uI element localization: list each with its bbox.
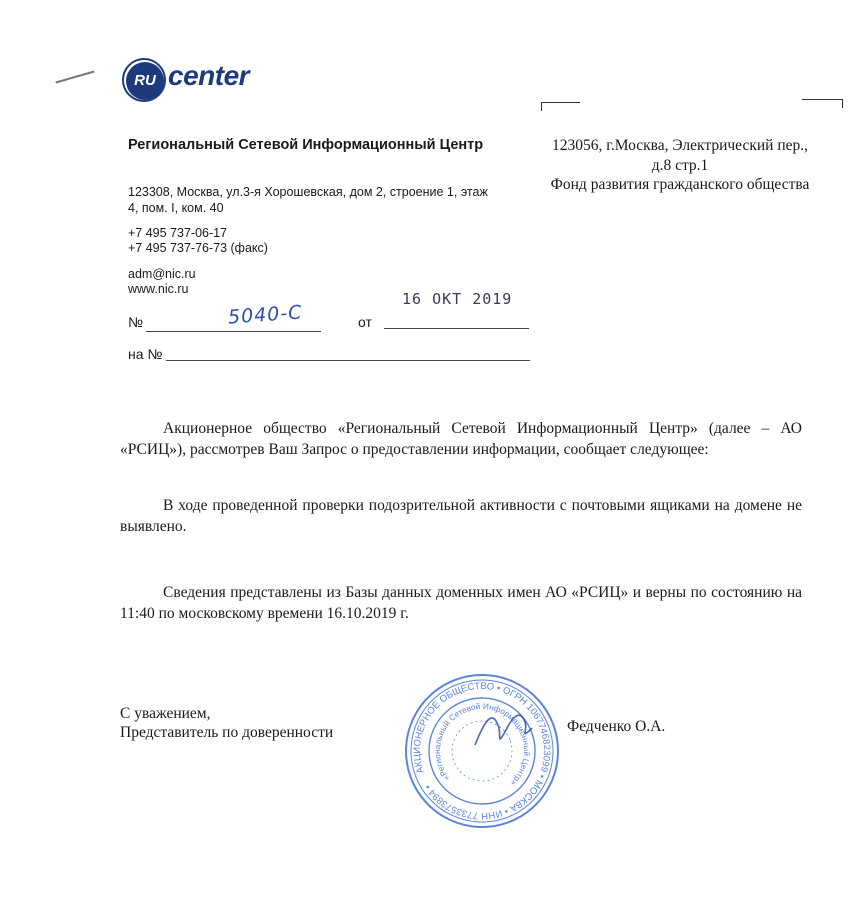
- reg-ref-line: [166, 360, 530, 361]
- seal-outer-text: АКЦИОНЕРНОЕ ОБЩЕСТВО • ОГРН 1067746823099 • МОСКВА • ИНН 7733573894 •: [411, 680, 553, 822]
- scan-mark: [55, 71, 94, 84]
- signature-title: Представитель по доверенности: [120, 724, 334, 741]
- body-paragraph-3: Сведения представлены из Базы данных доменных имен АО «РСИЦ» и верны по состоянию на 11:40 по московскому времени 16.10.2019 г.: [120, 584, 802, 622]
- ru-center-logo: [122, 58, 272, 108]
- logo-center: center: [168, 60, 250, 91]
- organization-website: www.nic.ru: [128, 282, 189, 296]
- reg-date-label: от: [358, 314, 372, 330]
- organization-name: Региональный Сетевой Информационный Центр: [128, 137, 484, 153]
- signature-name: Федченко О.А.: [567, 718, 666, 735]
- organization-address: 123308, Москва, ул.3-я Хорошевская, дом 2, строение 1, этаж 4, пом. I, ком. 40: [128, 185, 488, 215]
- recipient-bracket-right: [802, 99, 843, 108]
- recipient-address-line1: 123056, г.Москва, Электрический пер.,: [551, 137, 808, 154]
- recipient-address-line2: д.8 стр.1: [651, 156, 709, 174]
- reg-number-value: 5040-C: [227, 301, 304, 329]
- organization-phone: +7 495 737-06-17: [128, 226, 228, 240]
- body-paragraph-1: Акционерное общество «Региональный Сетевой Информационный Центр» (далее – АО «РСИЦ»), рассмотрев Ваш Запрос о предоставлении информации, сообщает следующее:: [120, 420, 802, 458]
- reg-number-label: №: [128, 314, 144, 330]
- body-paragraph-2: В ходе проведенной проверки подозрительной активности с почтовыми ящиками на домене не выявлено.: [120, 497, 802, 535]
- recipient-bracket-left: [541, 102, 580, 111]
- reg-date-value: 16 ОКТ 2019: [402, 290, 513, 308]
- recipient-block: [520, 136, 840, 195]
- reg-ref-label: на №: [128, 346, 163, 362]
- organization-contacts: [128, 267, 196, 297]
- reg-number-line: [146, 331, 321, 332]
- signature-closing: С уважением,: [120, 705, 211, 722]
- seal-inner-text: «Региональный Сетевой Информационный Центр»: [432, 701, 532, 788]
- organization-email: adm@nic.ru: [128, 267, 196, 281]
- reg-date-line: [384, 328, 529, 329]
- logo-ru: RU: [126, 62, 164, 100]
- organization-fax: +7 495 737-76-73 (факс): [128, 241, 268, 255]
- handwritten-signature: [470, 700, 540, 760]
- recipient-name: Фонд развития гражданского общества: [550, 176, 810, 193]
- organization-phones: [128, 226, 268, 256]
